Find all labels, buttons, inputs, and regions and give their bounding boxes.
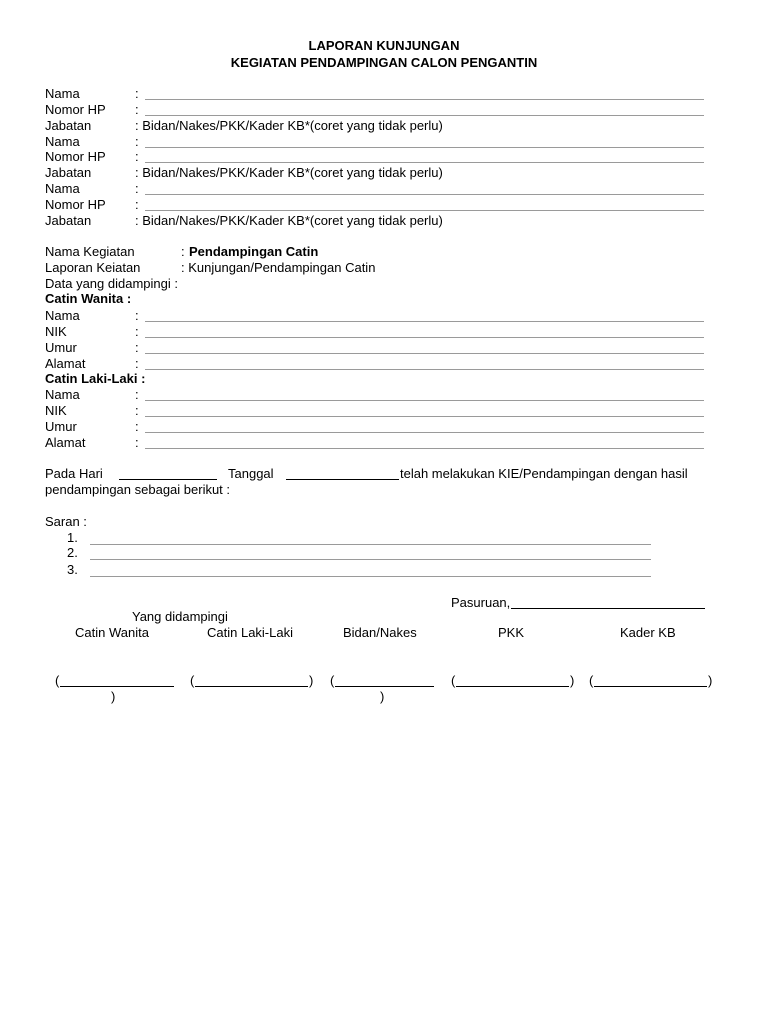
nama-field-line[interactable] (145, 99, 704, 100)
label-laporan-kegiatan: Laporan Keiatan (45, 260, 141, 275)
hasil-line-2: pendampingan sebagai berikut : (45, 482, 231, 497)
colon: : (135, 403, 139, 418)
tanggal-label: Tanggal (228, 466, 274, 481)
catin-wanita-heading: Catin Wanita : (45, 291, 132, 306)
signature-line (60, 686, 174, 687)
saran-1-field-line[interactable] (90, 544, 651, 545)
label-nama: Nama (45, 308, 80, 323)
kader-label: Kader KB (620, 625, 676, 640)
laki-nama-field-line[interactable] (145, 400, 704, 401)
colon: : (181, 244, 185, 259)
close-paren: ) (380, 689, 385, 704)
label-nomor-hp: Nomor HP (45, 197, 106, 212)
open-paren: ( (330, 673, 335, 688)
colon: : (135, 86, 139, 101)
jabatan-value: : Bidan/Nakes/PKK/Kader KB*(coret yang tidak perlu) (135, 165, 443, 180)
close-paren: ) (708, 673, 713, 688)
label-nomor-hp: Nomor HP (45, 149, 106, 164)
label-alamat: Alamat (45, 356, 86, 371)
colon: : (135, 356, 139, 371)
label-nama: Nama (45, 387, 80, 402)
label-data-didampingi: Data yang didampingi : (45, 276, 178, 291)
close-paren: ) (570, 673, 575, 688)
signature-line (594, 686, 707, 687)
colon: : (135, 197, 139, 212)
colon: : (135, 134, 139, 149)
laki-alamat-field-line[interactable] (145, 448, 704, 449)
colon: : (135, 324, 139, 339)
close-paren: ) (309, 673, 314, 688)
label-nomor-hp: Nomor HP (45, 102, 106, 117)
colon: : (135, 419, 139, 434)
nama-kegiatan-value: Pendampingan Catin (189, 244, 319, 259)
laki-umur-field-line[interactable] (145, 432, 704, 433)
open-paren: ( (190, 673, 195, 688)
catin-laki-label: Catin Laki-Laki (207, 625, 293, 640)
nama-field-line[interactable] (145, 147, 704, 148)
wanita-umur-field-line[interactable] (145, 353, 704, 354)
saran-number-2: 2. (67, 545, 78, 560)
pada-hari-label: Pada Hari (45, 466, 103, 481)
label-nama: Nama (45, 134, 80, 149)
nomor-hp-field-line[interactable] (145, 162, 704, 163)
place-label: Pasuruan, (451, 595, 511, 610)
open-paren: ( (451, 673, 456, 688)
report-subtitle: KEGIATAN PENDAMPINGAN CALON PENGANTIN (230, 55, 538, 70)
label-nama: Nama (45, 181, 80, 196)
saran-label: Saran : (45, 514, 87, 529)
hari-field-line[interactable] (119, 479, 217, 480)
laki-nik-field-line[interactable] (145, 416, 704, 417)
nomor-hp-field-line[interactable] (145, 115, 704, 116)
colon: : (135, 387, 139, 402)
label-jabatan: Jabatan (45, 165, 92, 180)
saran-number-3: 3. (67, 562, 78, 577)
label-nik: NIK (45, 403, 67, 418)
close-paren: ) (111, 689, 116, 704)
wanita-nik-field-line[interactable] (145, 337, 704, 338)
colon: : (135, 149, 139, 164)
signature-line (335, 686, 434, 687)
label-umur: Umur (45, 340, 77, 355)
saran-2-field-line[interactable] (90, 559, 651, 560)
date-field-line[interactable] (511, 608, 705, 609)
label-nama: Nama (45, 86, 80, 101)
catin-wanita-label: Catin Wanita (75, 625, 149, 640)
saran-3-field-line[interactable] (90, 576, 651, 577)
saran-number-1: 1. (67, 530, 78, 545)
wanita-alamat-field-line[interactable] (145, 369, 704, 370)
label-umur: Umur (45, 419, 77, 434)
colon: : (135, 340, 139, 355)
label-nik: NIK (45, 324, 67, 339)
wanita-nama-field-line[interactable] (145, 321, 704, 322)
pkk-label: PKK (498, 625, 525, 640)
report-title: LAPORAN KUNJUNGAN (308, 38, 460, 53)
colon: : (135, 181, 139, 196)
laporan-kegiatan-value: : Kunjungan/Pendampingan Catin (181, 260, 376, 275)
jabatan-value: : Bidan/Nakes/PKK/Kader KB*(coret yang tidak perlu) (135, 213, 443, 228)
colon: : (135, 435, 139, 450)
open-paren: ( (589, 673, 594, 688)
label-nama-kegiatan: Nama Kegiatan (45, 244, 135, 259)
yang-didampingi-label: Yang didampingi (132, 609, 228, 624)
label-jabatan: Jabatan (45, 213, 92, 228)
colon: : (135, 308, 139, 323)
nama-field-line[interactable] (145, 194, 704, 195)
signature-line (456, 686, 569, 687)
label-jabatan: Jabatan (45, 118, 92, 133)
tanggal-field-line[interactable] (286, 479, 399, 480)
catin-laki-heading: Catin Laki-Laki : (45, 371, 146, 386)
label-alamat: Alamat (45, 435, 86, 450)
telah-melakukan-text: telah melakukan KIE/Pendampingan dengan hasil (400, 466, 688, 481)
signature-line (195, 686, 308, 687)
open-paren: ( (55, 673, 60, 688)
jabatan-value: : Bidan/Nakes/PKK/Kader KB*(coret yang tidak perlu) (135, 118, 443, 133)
colon: : (135, 102, 139, 117)
nomor-hp-field-line[interactable] (145, 210, 704, 211)
bidan-label: Bidan/Nakes (343, 625, 417, 640)
